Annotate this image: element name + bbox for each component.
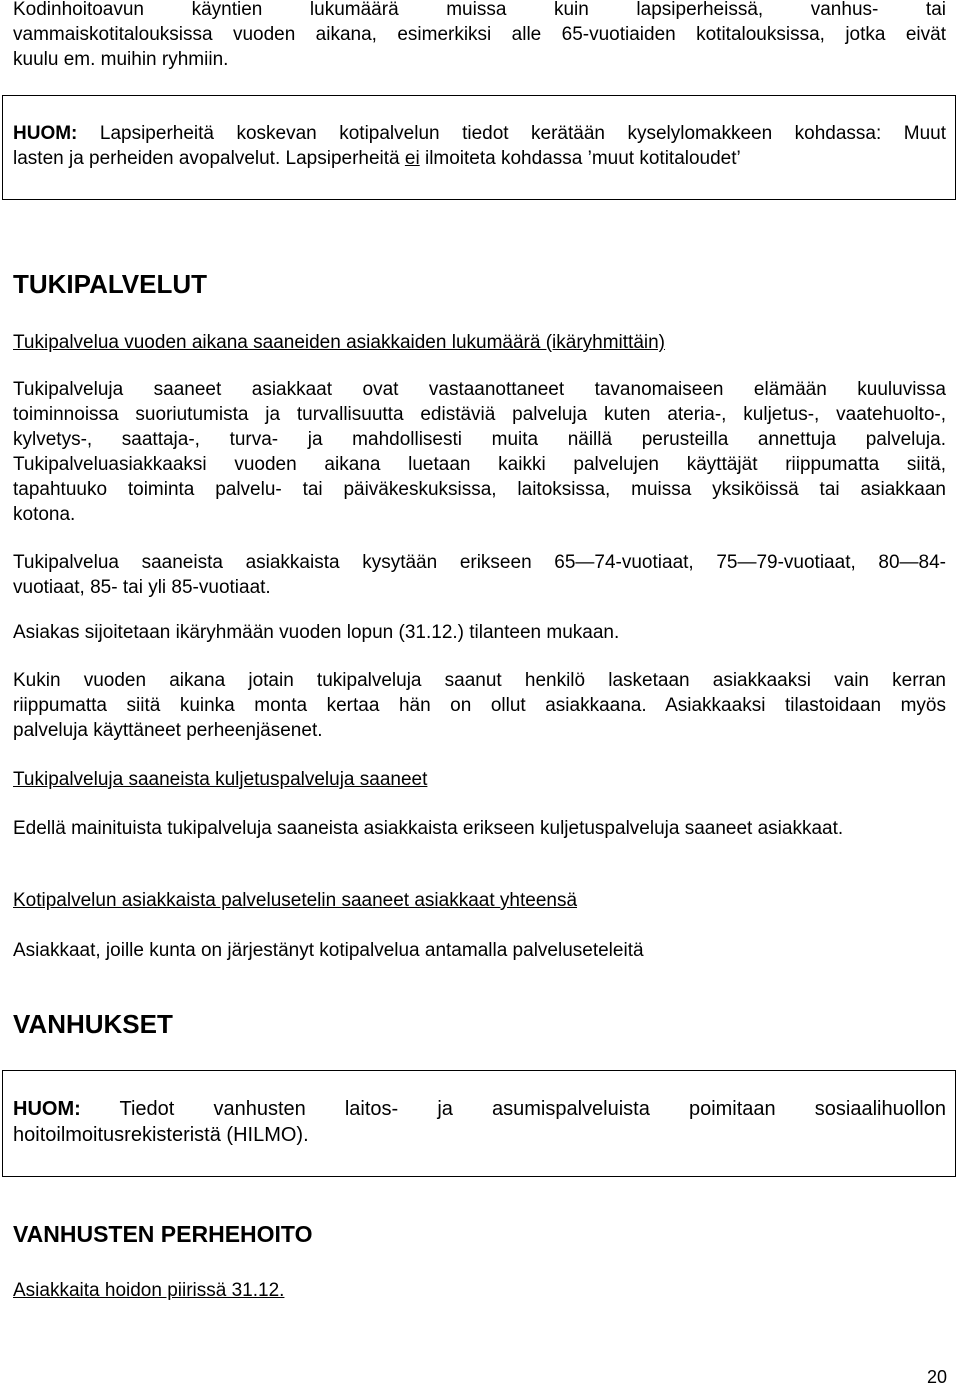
note2-line-2: hoitoilmoitusrekisteristä (HILMO). [13,1124,309,1146]
intro-line-3: kuulu em. muihin ryhmiin. [13,49,229,70]
section-heading-perhehoito: VANHUSTEN PERHEHOITO [13,1221,313,1247]
section-heading-vanhukset: VANHUKSET [13,1009,173,1039]
p2-line-1: Tukipalvelua saaneista asiakkaista kysytään erikseen 65—74-vuotiaat, 75—79-vuotiaat, 80—84- [13,552,946,573]
p4-line-3: palveluja käyttäneet perheenjäsenet. [13,720,323,741]
page-number: 20 [926,1367,947,1387]
p1-line-3: kylvetys-, saattaja-, turva- ja mahdollisesti muita näillä perusteilla annettuja palveluja. [13,429,946,450]
note1-emphasis: ei [404,148,420,169]
note1-line-2 [13,146,946,171]
seteli-heading: Kotipalvelun asiakkaista palvelusetelin saaneet asiakkaat yhteensä [13,890,578,911]
tukipalvelut-subheading: Tukipalvelua vuoden aikana saaneiden asiakkaiden lukumäärä (ikäryhmittäin) [13,332,666,353]
intro-line-1: Kodinhoitoavun käyntien lukumäärä muissa kuin lapsiperheissä, vanhus- tai [13,0,946,20]
note1-text-2a: lasten ja perheiden avopalvelut. Lapsiperheitä [13,148,405,169]
p1-line-2: toiminnoissa suoriutumista ja turvallisuutta edistäviä palveluja kuten ateria-, kuljetus-, vaatehuolto-, [13,404,946,425]
note1-line-1 [13,121,946,146]
p2-line-2: vuotiaat, 85- tai yli 85-vuotiaat. [13,577,271,598]
section-heading-tukipalvelut: TUKIPALVELUT [13,269,208,299]
seteli-text: Asiakkaat, joille kunta on järjestänyt kotipalvelua antamalla palveluseteleitä [13,940,644,961]
note1-text-1: Lapsiperheitä koskevan kotipalvelun tiedot kerätään kyselylomakkeen kohdassa: Muut [77,123,946,144]
p1-line-5: tapahtuuko toiminta palvelu- tai päiväkeskuksissa, laitoksissa, muissa yksiköissä tai asiakkaan [13,479,946,500]
kuljetus-text: Edellä mainituista tukipalveluja saaneista asiakkaista erikseen kuljetuspalveluja saaneet asiakkaat. [13,818,844,839]
p1-line-1: Tukipalveluja saaneet asiakkaat ovat vastaanottaneet tavanomaiseen elämään kuuluvissa [13,379,946,400]
p4-line-2: riippumatta siitä kuinka monta kertaa hän on ollut asiakkaana. Asiakkaaksi tilastoidaan myös [13,695,946,716]
perhehoito-subheading: Asiakkaita hoidon piirissä 31.12. [13,1280,285,1301]
p3-text: Asiakas sijoitetaan ikäryhmään vuoden lopun (31.12.) tilanteen mukaan. [13,622,620,643]
p1-line-6: kotona. [13,504,76,525]
note2-line-1 [13,1097,946,1122]
note2-text-1: Tiedot vanhusten laitos- ja asumispalveluista poimitaan sosiaalihuollon [80,1098,946,1120]
kuljetus-heading: Tukipalveluja saaneista kuljetuspalveluja saaneet [13,769,428,790]
note1-label: HUOM: [13,123,78,144]
note1-text-2b: ilmoiteta kohdassa ’muut kotitaloudet’ [419,148,741,169]
intro-line-2: vammaiskotitalouksissa vuoden aikana, esimerkiksi alle 65-vuotiaiden kotitalouksissa, jotka eivät [13,24,946,45]
note2-label: HUOM: [13,1098,81,1120]
p1-line-4: Tukipalveluasiakkaaksi vuoden aikana luetaan kaikki palvelujen käyttäjät riippumatta siitä, [13,454,946,475]
p4-line-1: Kukin vuoden aikana jotain tukipalveluja saanut henkilö lasketaan asiakkaaksi vain kerran [13,670,946,691]
